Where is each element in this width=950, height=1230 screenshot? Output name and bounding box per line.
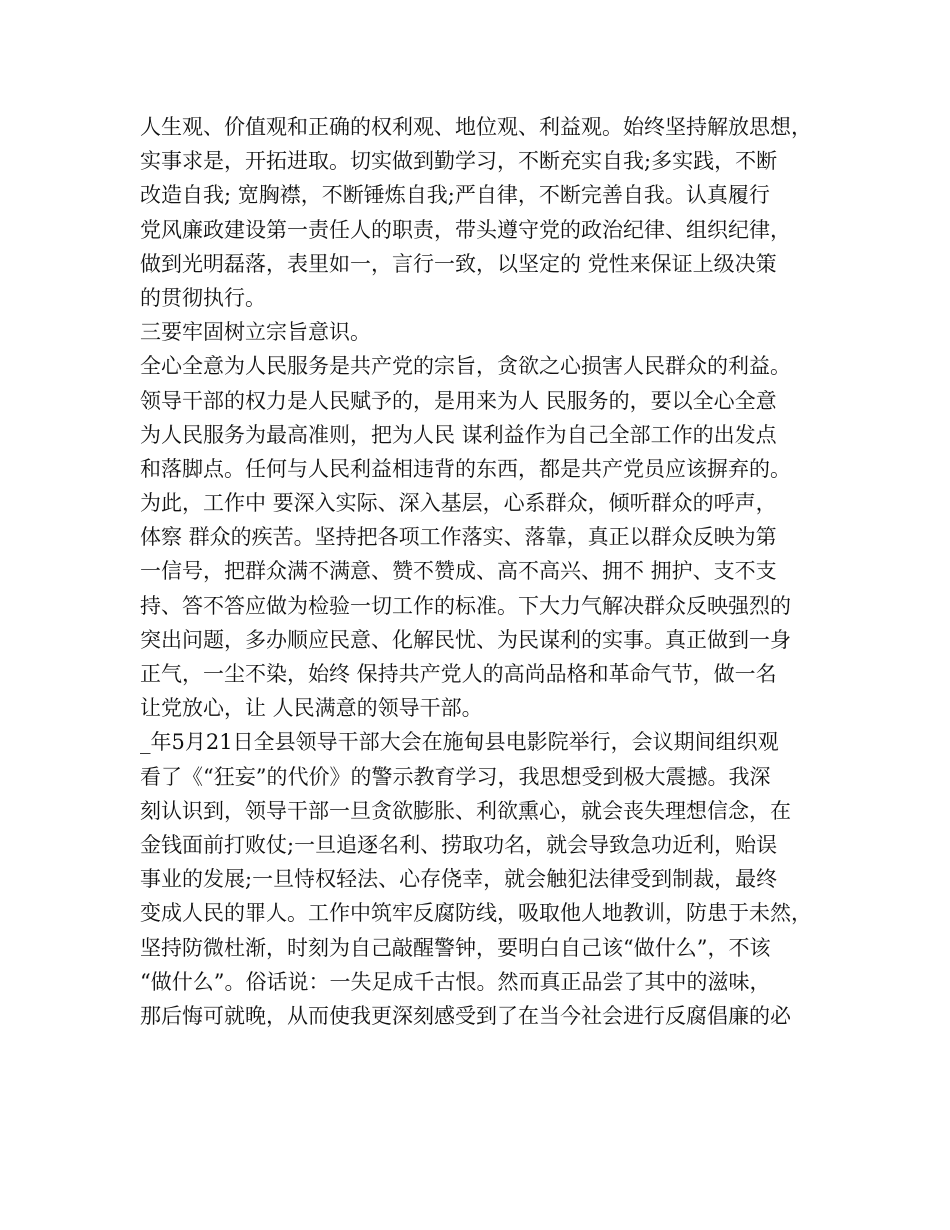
text-line: 和落脚点。任何与人民利益相违背的东西，都是共产党员应该摒弃的。 bbox=[140, 456, 791, 481]
text-line: 实事求是，开拓进取。切实做到勤学习，不断充实自我;多实践，不断 bbox=[140, 149, 778, 174]
text-line: 看了《“狂妄”的代价》的警示教育学习，我思想受到极大震撼。我深 bbox=[140, 764, 771, 789]
text-line: 的贯彻执行。 bbox=[140, 285, 266, 310]
document-body bbox=[140, 110, 840, 1033]
text-line: 一信号，把群众满不满意、赞不赞成、高不高兴、拥不 拥护、支不支 bbox=[140, 559, 777, 584]
text-line: 正气，一尘不染，始终 保持共产党人的高尚品格和革命气节，做一名 bbox=[140, 662, 777, 686]
text-line: “做什么”。俗话说：一失足成千古恨。然而真正品尝了其中的滋味， bbox=[140, 969, 771, 994]
text-line: _年5月21日全县领导干部大会在施甸县电影院举行，会议期间组织观 bbox=[140, 730, 779, 755]
text-line: 持、答不答应做为检验一切工作的标准。下大力气解决群众反映强烈的 bbox=[140, 593, 791, 618]
text-line: 领导干部的权力是人民赋予的，是用来为人 民服务的，要以全心全意 bbox=[140, 388, 777, 413]
text-line: 为人民服务为最高准则，把为人民 谋利益作为自己全部工作的出发点 bbox=[140, 422, 777, 447]
text-line: 让党放心，让 人民满意的领导干部。 bbox=[140, 696, 483, 721]
text-line: 变成人民的罪人。工作中筑牢反腐防线，吸取他人地教训，防患于未然， bbox=[140, 901, 812, 926]
text-line: 人生观、价值观和正确的权利观、地位观、利益观。始终坚持解放思想， bbox=[140, 115, 812, 139]
text-line: 党风廉政建设第一责任人的职责，带头遵守党的政治纪律、组织纪律， bbox=[140, 217, 791, 242]
text-line: 体察 群众的疾苦。坚持把各项工作落实、落靠，真正以群众反映为第 bbox=[140, 525, 777, 550]
text-line: 事业的发展;一旦恃权轻法、心存侥幸，就会触犯法律受到制裁，最终 bbox=[140, 867, 778, 892]
text-line: 金钱面前打败仗;一旦追逐名利、捞取功名，就会导致急功近利，贻误 bbox=[140, 832, 778, 857]
text-line: 改造自我; 宽胸襟，不断锤炼自我;严自律，不断完善自我。认真履行 bbox=[140, 183, 770, 208]
text-line: 刻认识到，领导干部一旦贪欲膨胀、利欲熏心，就会丧失理想信念，在 bbox=[140, 798, 791, 823]
text-line: 坚持防微杜渐，时刻为自己敲醒警钟，要明白自己该“做什么”，不该 bbox=[140, 935, 771, 960]
text-line: 为此，工作中 要深入实际、深入基层，心系群众，倾听群众的呼声， bbox=[140, 491, 777, 516]
text-line: 做到光明磊落，表里如一，言行一致，以坚定的 党性来保证上级决策 bbox=[140, 251, 777, 276]
text-line: 突出问题，多办顺应民意、化解民忧、为民谋利的实事。真正做到一身 bbox=[140, 627, 791, 652]
section-heading: 三要牢固树立宗旨意识。 bbox=[140, 320, 371, 345]
text-line: 全心全意为人民服务是共产党的宗旨，贪欲之心损害人民群众的利益。 bbox=[140, 354, 791, 379]
text-line: 那后悔可就晚，从而使我更深刻感受到了在当今社会进行反腐倡廉的必 bbox=[140, 1003, 791, 1028]
